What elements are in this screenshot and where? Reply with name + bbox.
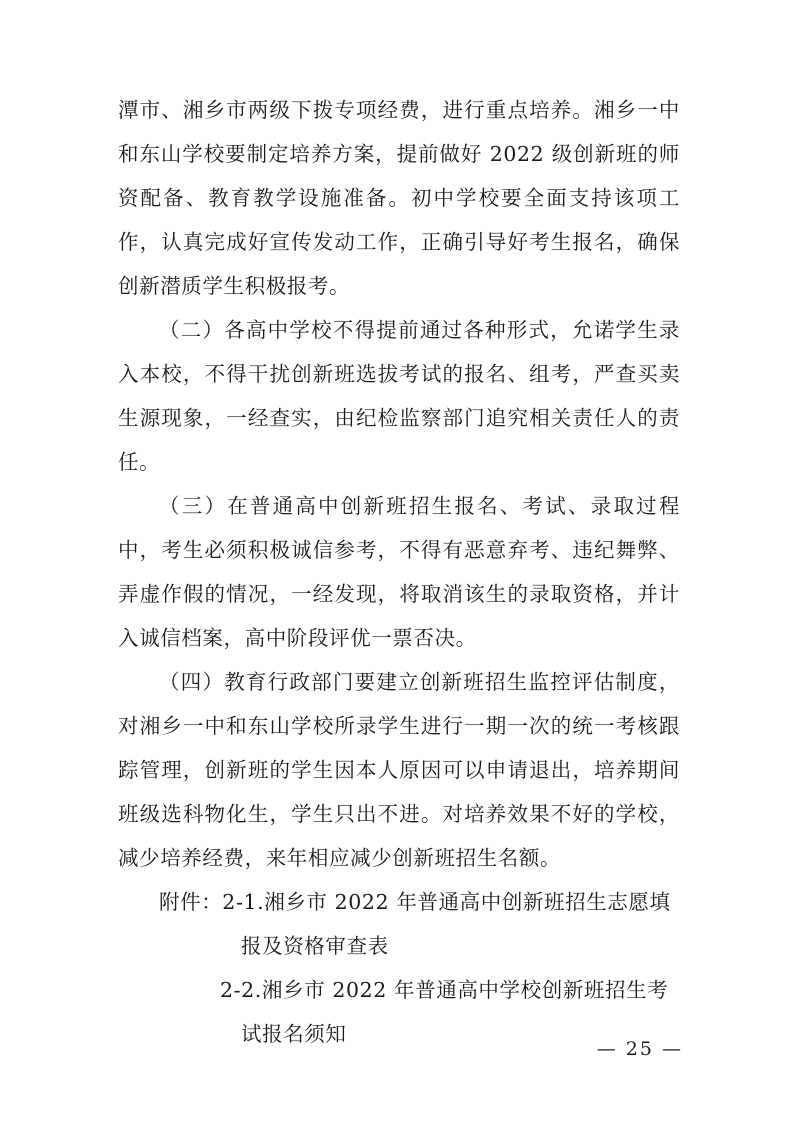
attachment-list bbox=[118, 880, 680, 1056]
paragraph-continued: 潭市、湘乡市两级下拨专项经费，进行重点培养。湘乡一中和东山学校要制定培养方案，提前做好 2022 级创新班的师资配备、教育教学设施准备。初中学校要全面支持该项工作，认真完成好宣传发动工作，正确引导好考生报名，确保创新潜质学生积极报考。 bbox=[118, 98, 680, 298]
paragraph-item-4: （四）教育行政部门要建立创新班招生监控评估制度，对湘乡一中和东山学校所录学生进行一期一次的统一考核跟踪管理，创新班的学生因本人原因可以申请退出，培养期间班级选科物化生，学生只出不进。对培养效果不好的学校，减少培养经费，来年相应减少创新班招生名额。 bbox=[118, 670, 680, 870]
paragraph-item-3: （三）在普通高中创新班招生报名、考试、录取过程中，考生必须积极诚信参考，不得有恶意弃考、违纪舞弊、弄虚作假的情况，一经发现，将取消该生的录取资格，并计入诚信档案，高中阶段评优一票否决。 bbox=[118, 494, 680, 650]
attachment-line-4: 试报名须知 bbox=[241, 1022, 347, 1046]
page-number: — 25 — bbox=[596, 1038, 683, 1060]
document-body bbox=[118, 88, 680, 1056]
attachment-line-3: 2-2.湘乡市 2022 年普通高中学校创新班招生考 bbox=[220, 978, 669, 1002]
attachment-line-2: 报及资格审查表 bbox=[241, 934, 389, 958]
attachment-line-1: 附件：2-1.湘乡市 2022 年普通高中创新班招生志愿填 bbox=[159, 890, 671, 914]
paragraph-item-2: （二）各高中学校不得提前通过各种形式，允诺学生录入本校，不得干扰创新班选拔考试的报名、组考，严查买卖生源现象，一经查实，由纪检监察部门追究相关责任人的责任。 bbox=[118, 318, 680, 474]
